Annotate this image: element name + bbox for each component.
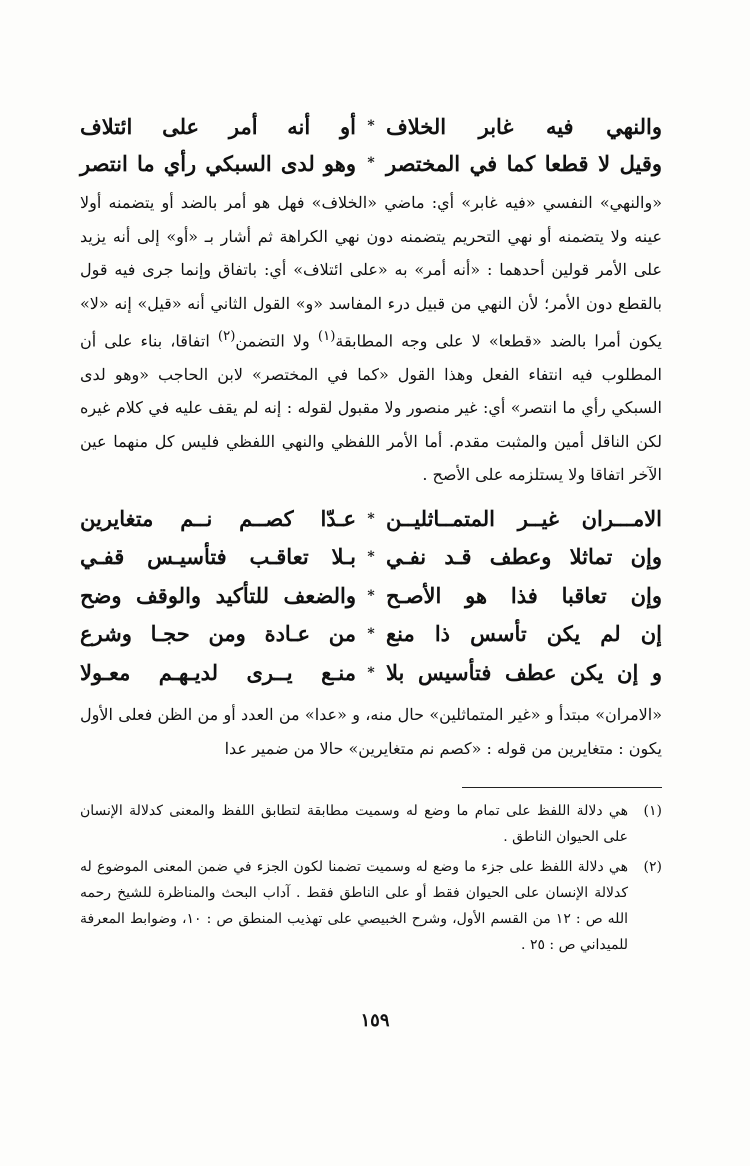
footnote-text: هي دلالة اللفظ على جزء ما وضع له وسميت تضمنا لكون الجزء في ضمن المعنى الموضوع له كدلالة الإنسان على الحيوان فقط أو على الناطق فقط . آداب البحث والمناظرة للشيخ رحمه الله ص : ١٢ من القسم الأول، وشرح الخبيصي على تهذيب المنطق ص : ١٠، وضوابط المعرفة للميداني ص : ٢٥ . bbox=[80, 859, 628, 954]
star-separator: * bbox=[367, 587, 375, 604]
page-number: ١٥٩ bbox=[360, 1010, 390, 1031]
footnote bbox=[80, 798, 662, 850]
verse-hemistich-first: الامـــران غيــر المتمــاثليــن bbox=[386, 505, 662, 531]
verse-line bbox=[80, 654, 662, 693]
verse-block-middle bbox=[80, 500, 662, 693]
star-separator: * bbox=[367, 118, 375, 134]
star-separator: * bbox=[367, 626, 375, 643]
star-separator: * bbox=[367, 155, 375, 171]
verse-hemistich-second: من عـادة ومن حجـا وشرع bbox=[80, 621, 356, 647]
footnote-marker: (٢) bbox=[217, 329, 236, 344]
footnote-divider bbox=[462, 787, 662, 788]
star-separator: * bbox=[367, 664, 375, 681]
footnote bbox=[80, 854, 662, 958]
verse-hemistich-first: وإن تماثلا وعطف قـد نفـي bbox=[386, 544, 662, 570]
verse-hemistich-first: وقيل لا قطعا كما في المختصر bbox=[386, 151, 662, 176]
footnote-number: (١) bbox=[643, 803, 662, 820]
commentary-paragraph bbox=[80, 186, 662, 492]
verse-line bbox=[80, 538, 662, 577]
commentary-text: اتفاقا، بناء على أن المطلوب فيه انتفاء الفعل وهذا القول «كما في المختصر» لابن الحاجب «وهو لدى السبكي رأي ما انتصر» أي: غير منصور ولا مقبول لقوله : إنه لم يقف عليه في كلام غيره لكن الناقل أمين والمثبت مقدم. أما الأمر اللفظي والنهي اللفظي فليس كل منهما عين الآخر اتفاقا ولا يستلزمه على الأصح . bbox=[80, 331, 662, 485]
verse-line bbox=[80, 615, 662, 654]
verse-hemistich-second: أو أنه أمر على ائتلاف bbox=[80, 114, 356, 139]
commentary-text: «والنهي» النفسي «فيه غابر» أي: ماضي «الخلاف» فهل هو أمر بالضد أو يتضمنه أولا عينه ولا يتضمنه أو نهي التحريم يتضمنه دون نهي الكراهة ثم أشار بـ «أو» إلى أنه يزيد على الأمر قولين أحدهما : «أنه أمر» به «على ائتلاف» أي: باتفاق وإنما جرى فيه قول بالقطع دون الأمر؛ لأن النهي من قبيل درء المفاسد «و» القول الثاني أنه «قيل» إنه «لا» يكون أمرا بالضد «قطعا» لا على وجه المطابقة bbox=[80, 193, 662, 351]
verse-hemistich-first: وإن تعاقبا فذا هو الأصـح bbox=[386, 582, 662, 608]
verse-hemistich-second: بـلا تعاقـب فتأسيـس قفـي bbox=[80, 544, 356, 570]
verse-hemistich-first: و إن يكن عطف فتأسيس بلا bbox=[386, 659, 662, 685]
verse-hemistich-first: إن لم يكن تأسس ذا منع bbox=[386, 621, 662, 647]
verse-line bbox=[80, 108, 662, 145]
verse-hemistich-second: عـدّا كصــم نــم متغايرين bbox=[80, 505, 356, 531]
verse-line bbox=[80, 577, 662, 616]
verse-line bbox=[80, 145, 662, 182]
page-body bbox=[80, 108, 662, 962]
star-separator: * bbox=[367, 549, 375, 566]
star-separator: * bbox=[367, 510, 375, 527]
verse-hemistich-second: منـع يــرى لديـهـم معـولا bbox=[80, 659, 356, 685]
verse-block-top bbox=[80, 108, 662, 182]
verse-hemistich-first: والنهي فيه غابر الخلاف bbox=[386, 114, 662, 139]
verse-hemistich-second: والضعف للتأكيد والوقف وضح bbox=[80, 582, 356, 608]
footnote-number: (٢) bbox=[643, 859, 662, 876]
footnote-text: هي دلالة اللفظ على تمام ما وضع له وسميت مطابقة لتطابق اللفظ والمعنى كدلالة الإنسان على الحيوان الناطق . bbox=[80, 803, 628, 846]
verse-hemistich-second: وهو لدى السبكي رأي ما انتصر bbox=[80, 151, 356, 176]
verse-line bbox=[80, 500, 662, 539]
commentary-paragraph: «الامران» مبتدأ و «غير المتماثلين» حال منه، و «عدا» من العدد أو من الظن فعلى الأول يكون : متغايرين من قوله : «كصم نم متغايرين» حالا من ضمير عدا bbox=[80, 705, 662, 758]
commentary-text: ولا التضمن bbox=[235, 331, 318, 351]
footnote-marker: (١) bbox=[317, 329, 336, 344]
